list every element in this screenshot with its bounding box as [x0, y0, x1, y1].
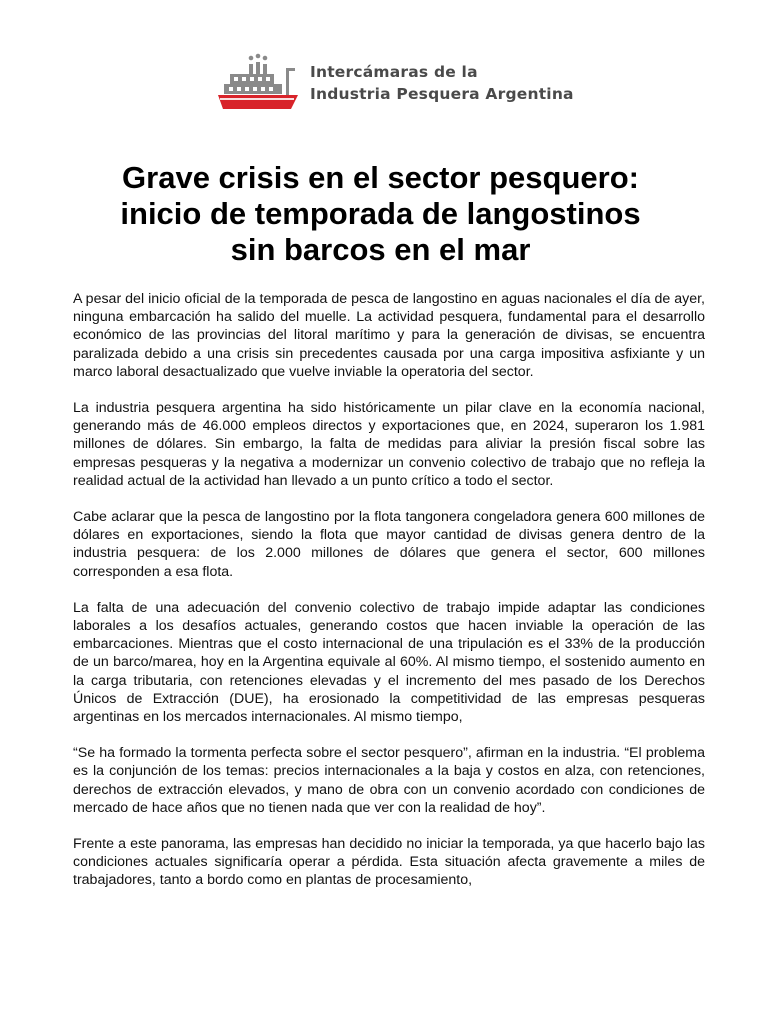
article-body: [73, 290, 705, 908]
paragraph-5: “Se ha formado la tormenta perfecta sobre el sector pesquero”, afirman en la industria. “El problema es la conjunción de los temas: precios internacionales a la baja y costos en alza, con retenciones, derechos de extracción elevados, y mano de obra con un convenio acordado con condiciones de mercado de hace años que no tienen nada que ver con la realidad de hoy”.: [73, 745, 705, 816]
org-name-line2: Industria Pesquera Argentina: [310, 85, 574, 103]
paragraph-4: La falta de una adecuación del convenio colectivo de trabajo impide adaptar las condiciones laborales a los desafíos actuales, generando costos que hacen inviable la operación de las embarcaciones. Mientras que el costo internacional de una tripulación es el 33% de la producción de un barco/marea, hoy en la Argentina equivale al 60%. Al mismo tiempo, el sostenido aumento en la carga tributaria, con retenciones elevadas y el incremento del mes pasado de los Derechos Únicos de Extracción (DUE), ha erosionado la competitividad de las empresas pesqueras argentinas en los mercados internacionales. Al mismo tiempo,: [73, 599, 705, 726]
header-logo: [218, 52, 574, 114]
page-title: [60, 160, 701, 268]
paragraph-2: La industria pesquera argentina ha sido históricamente un pilar clave en la economía nacional, generando más de 46.000 empleos directos y exportaciones que, en 2024, superaron los 1.981 millones de dólares. Sin embargo, la falta de medidas para aliviar la presión fiscal sobre las empresas pesqueras y la negativa a modernizar un convenio colectivo de trabajo que no refleja la realidad actual de la actividad han llevado a un punto crítico a todo el sector.: [73, 400, 705, 489]
title-line2: inicio de temporada de langostinos: [120, 196, 641, 231]
fishing-boat-icon: [218, 52, 298, 114]
organization-name: [310, 61, 574, 105]
paragraph-1: A pesar del inicio oficial de la temporada de pesca de langostino en aguas nacionales el día de ayer, ninguna embarcación ha salido del muelle. La actividad pesquera, fundamental para el desarrollo económico de las provincias del litoral marítimo y para la generación de divisas, se encuentra paralizada debido a una crisis sin precedentes causada por una carga impositiva asfixiante y un marco laboral desactualizado que vuelve inviable la operatoria del sector.: [73, 291, 705, 380]
paragraph-6: Frente a este panorama, las empresas han decidido no iniciar la temporada, ya que hacerlo bajo las condiciones actuales significaría operar a pérdida. Esta situación afecta gravemente a miles de trabajadores, tanto a bordo como en plantas de procesamiento,: [73, 836, 705, 889]
title-line1: Grave crisis en el sector pesquero:: [122, 160, 639, 195]
title-line3: sin barcos en el mar: [230, 232, 531, 267]
org-name-line1: Intercámaras de la: [310, 63, 478, 81]
paragraph-3: Cabe aclarar que la pesca de langostino por la flota tangonera congeladora genera 600 millones de dólares en exportaciones, siendo la flota que mayor cantidad de divisas genera dentro de la industria pesquera: de los 2.000 millones de dólares que genera el sector, 600 millones corresponden a esa flota.: [73, 509, 705, 580]
